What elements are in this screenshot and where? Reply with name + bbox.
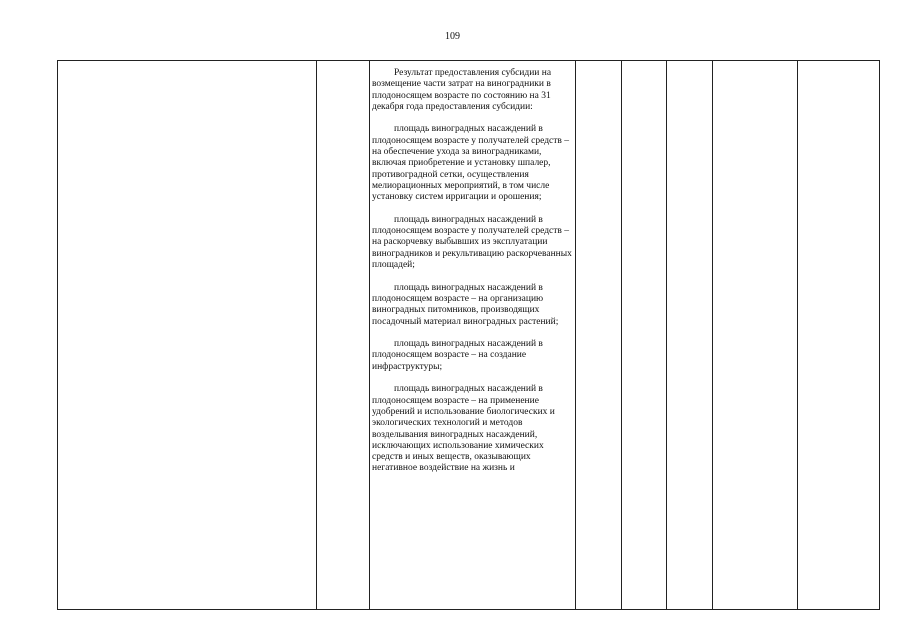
paragraph-fertilizers: площадь виноградных насаждений в плодоносящем возрасте – на применение удобрений и использование биологических и экологических технологий и методов возделывания виноградных насаждений, исключающих использование химических средств и иных веществ, оказывающих негативное воздействие на жизнь и [372,384,555,474]
paragraph-nurseries: площадь виноградных насаждений в плодоносящем возрасте – на организацию виноградных питомников, производящих посадочный материал виноградных растений; [372,282,559,327]
column-divider [666,61,667,609]
description-cell [372,68,576,609]
page-number: 109 [445,31,460,42]
column-divider [369,61,370,609]
paragraph-result: Результат предоставления субсидии на возмещение части затрат на виноградники в плодоносящем возрасте по состоянию на 31 декабря года предоставления субсидии: [372,68,552,112]
column-divider [621,61,622,609]
column-divider [797,61,798,609]
paragraph-infrastructure: площадь виноградных насаждений в плодоносящем возрасте – на создание инфраструктуры; [372,339,543,372]
paragraph-care: площадь виноградных насаждений в плодоносящем возрасте у получателей средств –на обеспечение ухода за виноградниками, включая приобретение и установку шпалер, противоградной сетки, осуществления мелиорационных мероприятий, в том числе установку систем ирригации и орошения; [372,124,570,203]
column-divider [316,61,317,609]
data-table [57,60,880,610]
paragraph-uprooting: площадь виноградных насаждений в плодоносящем возрасте у получателей средств – на раскорчевку выбывших из эксплуатации виноградников и рекультивацию раскорчеванных площадей; [372,214,572,271]
column-divider [712,61,713,609]
